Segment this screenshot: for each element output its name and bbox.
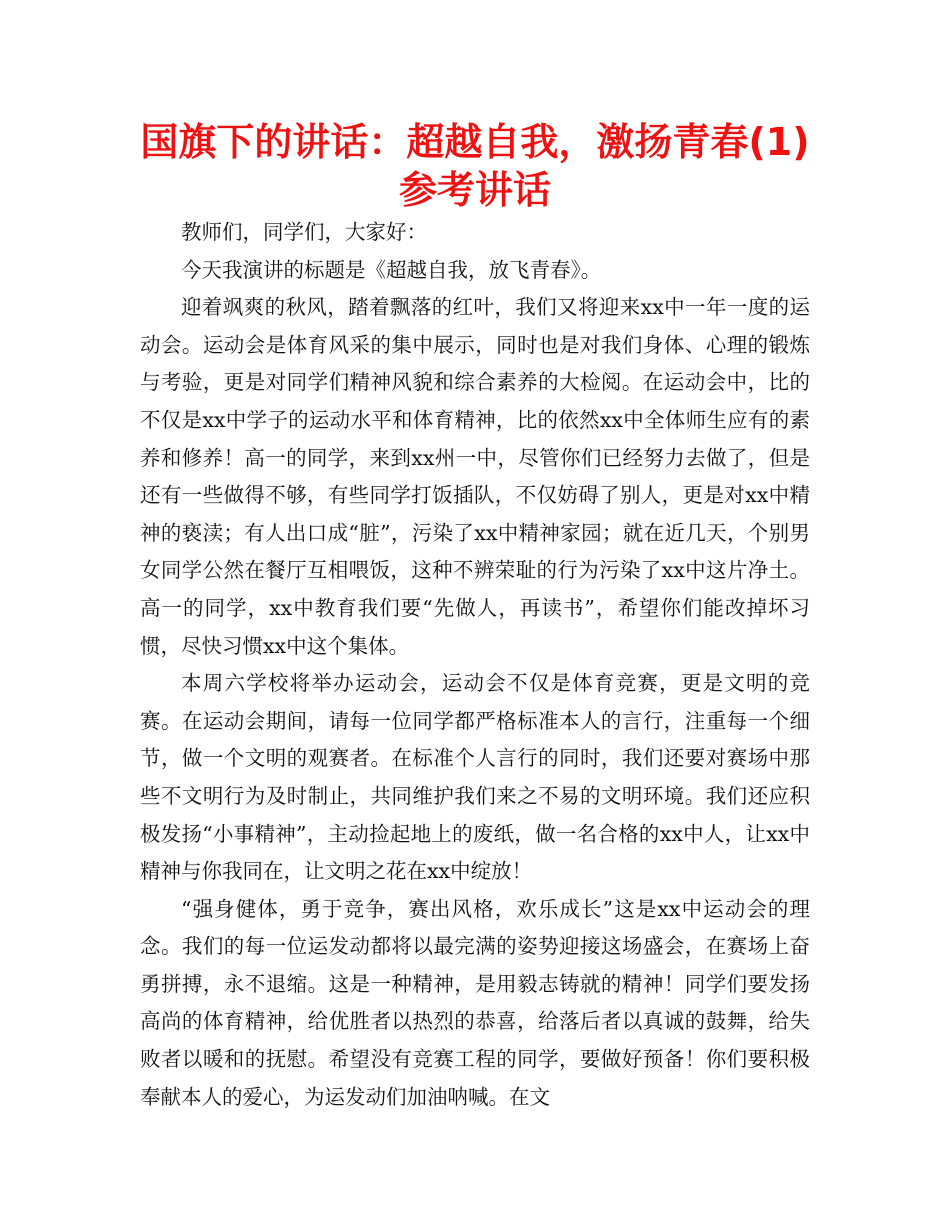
paragraph-sports-meet-intro: 迎着飒爽的秋风，踏着飘落的红叶，我们又将迎来xx中一年一度的运动会。运动会是体育风采的集中展示，同时也是对我们身体、心理的锻炼与考验，更是对同学们精神风貌和综合素养的大检阅。在运动会中，比的不仅是xx中学子的运动水平和体育精神，比的依然xx中全体师生应有的素养和修养！高一的同学，来到xx州一中，尽管你们已经努力去做了，但是还有一些做得不够，有些同学打饭插队，不仅妨碍了别人，更是对xx中精神的亵渎；有人出口成“脏”，污染了xx中精神家园；就在近几天，个别男女同学公然在餐厅互相喂饭，这种不辨荣耻的行为污染了xx中这片净土。高一的同学，xx中教育我们要“先做人，再读书”，希望你们能改掉坏习惯，尽快习惯xx中这个集体。	[140, 295, 810, 658]
document-body	[140, 214, 810, 1116]
paragraph-sports-spirit: “强身健体，勇于竞争，赛出风格，欢乐成长”这是xx中运动会的理念。我们的每一位运发动都将以最完满的姿势迎接这场盛会，在赛场上奋勇拼搏，永不退缩。这是一种精神，是用毅志铸就的精神！同学们要发扬高尚的体育精神，给优胜者以热烈的恭喜，给落后者以真诚的鼓舞，给失败者以暖和的抚慰。希望没有竞赛工程的同学，要做好预备！你们要积极奉献本人的爱心，为运发动们加油呐喊。在文	[140, 896, 810, 1109]
paragraph-speech-topic: 今天我演讲的标题是《超越自我，放飞青春》。	[181, 257, 602, 282]
paragraph-greeting: 教师们，同学们，大家好：	[181, 220, 427, 244]
paragraph-civility-appeal: 本周六学校将举办运动会，运动会不仅是体育竞赛，更是文明的竞赛。在运动会期间，请每一位同学都严格标准本人的言行，注重每一个细节，做一个文明的观赛者。在标准个人言行的同时，我们还要对赛场中那些不文明行为及时制止，共同维护我们来之不易的文明环境。我们还应积极发扬“小事精神”，主动捡起地上的废纸，做一名合格的xx中人，让xx中精神与你我同在，让文明之花在xx中绽放！	[140, 671, 810, 884]
document-title: 国旗下的讲话：超越自我，激扬青春(1)参考讲话	[140, 120, 810, 212]
